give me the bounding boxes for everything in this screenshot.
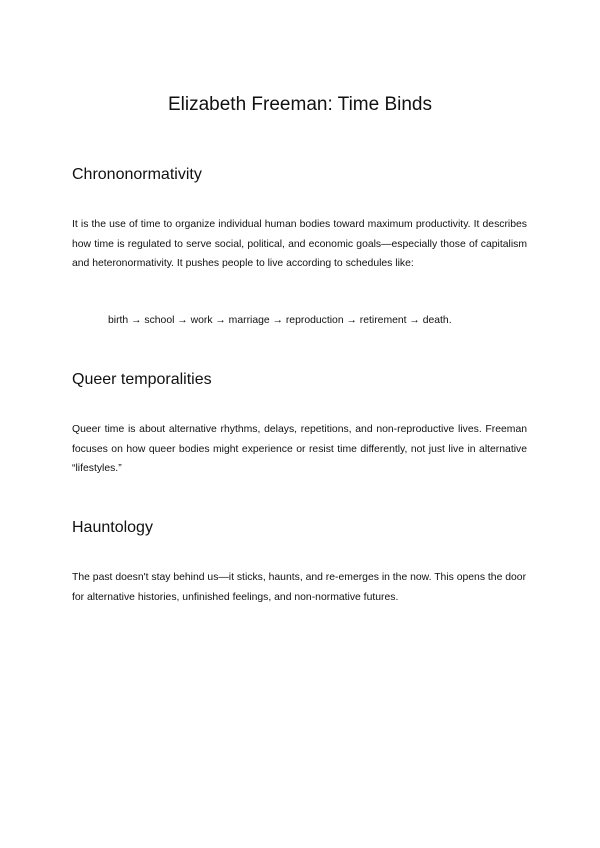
document-title: Elizabeth Freeman: Time Binds [167,94,432,115]
section-heading-chrononormativity: Chrononormativity [72,166,202,183]
section-body-queer-temporalities: Queer time is about alternative rhythms, delays, repetitions, and non-reproductive lives. Freeman focuses on how queer bodies might experience or resist time differently, not just live in alternative “lifestyles.” [72,424,527,474]
section-heading-queer-temporalities: Queer temporalities [72,371,212,388]
section-body-hauntology: The past doesn't stay behind us—it sticks, haunts, and re-emerges in the now. This opens the door for alternative histories, unfinished feelings, and non-normative futures. [72,572,527,603]
life-schedule-sequence: birth → school → work → marriage → reproduction → retirement → death. [108,315,452,326]
section-body-chrononormativity: It is the use of time to organize individual human bodies toward maximum productivity. It describes how time is regulated to serve social, political, and economic goals—especially those of capitalism and heteronormativity. It pushes people to live according to schedules like: [72,219,527,269]
section-heading-hauntology: Hauntology [72,519,153,536]
